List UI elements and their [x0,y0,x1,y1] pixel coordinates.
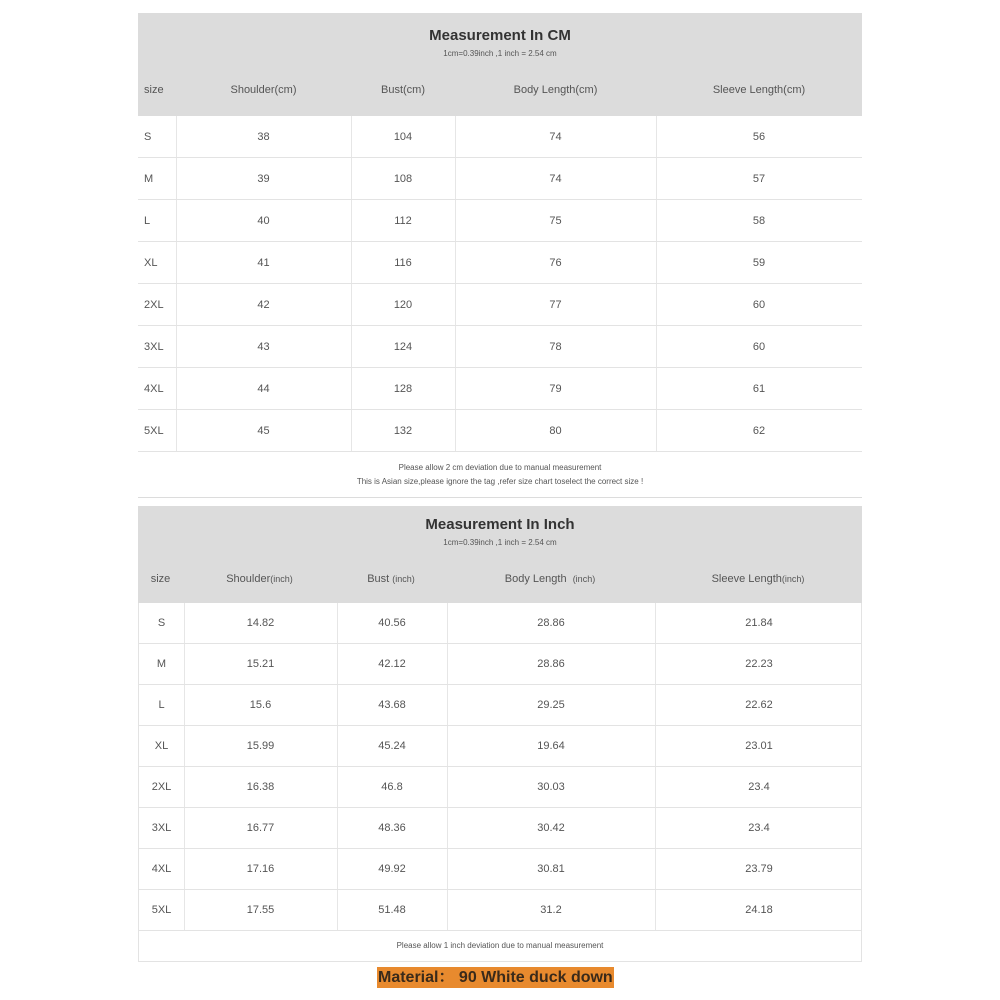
cell-size: M [156,658,167,670]
cell-sleeve-length: 22.62 [745,699,773,711]
cell-body-length: 74 [549,172,562,185]
cell-bust: 48.36 [378,822,406,834]
cell-shoulder: 17.55 [246,904,275,916]
cell-sleeve-length: 21.84 [745,617,773,629]
table-row [139,685,861,726]
cell-shoulder: 45 [257,424,270,437]
material-label: Material： 90 White duck down [378,969,613,986]
cell-body-length: 31.2 [540,904,562,916]
cell-shoulder: 15.6 [249,699,272,711]
table-row [139,644,861,685]
cell-size: L [158,699,165,711]
header-label: size [150,573,171,585]
cell-shoulder: 42 [257,298,270,311]
cell-body-length: 30.81 [537,863,565,875]
table-row [138,158,862,200]
cell-sleeve-length: 61 [752,382,766,395]
table-row [139,603,861,644]
asian-size-note: This is Asian size,please ignore the tag ,refer size chart toselect the correct size ! [356,477,644,486]
cell-bust: 112 [394,214,412,227]
cell-sleeve-length: 60 [752,340,766,353]
cell-shoulder: 16.77 [246,822,275,834]
cell-sleeve-length: 23.4 [748,781,770,793]
table-row [139,726,861,767]
cell-size: 4XL [151,863,172,875]
chart-footer-notes [138,452,862,498]
cell-sleeve-length: 56 [752,130,766,143]
cell-shoulder: 41 [257,256,270,269]
conversion-note: 1cm=0.39inch ,1 inch = 2.54 cm [443,538,557,547]
cell-bust: 132 [393,424,413,437]
cell-body-length: 76 [549,256,562,269]
cell-bust: 51.48 [378,904,406,916]
cell-bust: 40.56 [378,617,406,629]
table-row [138,242,862,284]
table-row [139,849,861,890]
cell-shoulder: 44 [257,382,270,395]
cell-body-length: 77 [549,298,562,311]
cell-body-length: 79 [549,382,562,395]
cell-shoulder: 16.38 [246,781,275,793]
cell-body-length: 80 [549,424,562,437]
cell-bust: 108 [393,172,413,185]
header-label: Bust [367,573,393,585]
header-label: Shoulder [226,573,271,585]
cell-bust: 116 [394,256,412,269]
conversion-note: 1cm=0.39inch ,1 inch = 2.54 cm [443,49,557,58]
header-unit: (inch) [781,574,805,584]
cell-size: 3XL [144,340,164,353]
cell-size: M [144,172,154,185]
header-unit: (inch) [392,574,415,584]
cell-shoulder: 43 [257,340,270,353]
cell-size: 2XL [151,781,172,793]
cell-size: 3XL [151,822,172,834]
cell-size: 2XL [144,298,164,311]
cell-body-length: 28.86 [537,658,565,670]
cell-bust: 46.8 [381,781,403,793]
table-row [139,767,861,808]
table-row [138,326,862,368]
table-row [139,808,861,849]
size-chart-cm [138,13,862,498]
cell-body-length: 19.64 [537,740,565,752]
cell-shoulder: 40 [257,214,270,227]
cell-size: 5XL [151,904,172,916]
table-row [139,890,861,931]
cell-bust: 43.68 [378,699,406,711]
header-size: size [144,84,164,96]
cell-sleeve-length: 59 [752,256,766,269]
deviation-note: Please allow 2 cm deviation due to manual measurement [398,463,602,472]
cell-body-length: 75 [549,214,562,227]
cell-body-length: 29.25 [537,699,565,711]
chart-header [138,506,862,603]
cell-sleeve-length: 23.4 [748,822,770,834]
column-headers [138,573,862,593]
header-unit: (inch) [270,574,293,584]
cell-bust: 104 [393,130,413,143]
column-headers [138,84,862,104]
cell-shoulder: 15.21 [246,658,275,670]
chart-footer-notes [138,931,862,962]
cell-body-length: 30.03 [537,781,565,793]
cell-shoulder: 14.82 [246,617,275,629]
cell-sleeve-length: 57 [752,172,766,185]
cell-sleeve-length: 62 [752,424,766,437]
cell-size: 4XL [144,382,164,395]
header-label: Sleeve Length [711,573,782,585]
chart-body [138,116,862,452]
header-shoulder: Shoulder(cm) [230,84,297,96]
header-size [138,573,183,585]
chart-header [138,13,862,116]
cell-size: XL [154,740,169,752]
cell-body-length: 28.86 [537,617,565,629]
table-row [138,410,862,452]
cell-bust: 128 [393,382,413,395]
header-body-length: Body Length(cm) [513,84,598,96]
table-row [138,368,862,410]
header-unit: (inch) [572,574,596,584]
cell-body-length: 74 [549,130,562,143]
header-bust: Bust(cm) [381,84,425,96]
cell-sleeve-length: 23.79 [745,863,773,875]
cell-shoulder: 17.16 [246,863,275,875]
cell-size: XL [144,256,158,269]
deviation-note: Please allow 1 inch deviation due to manual measurement [396,941,604,950]
header-label: Body Length [504,573,573,585]
cell-sleeve-length: 23.01 [745,740,773,752]
cell-sleeve-length: 22.23 [745,658,773,670]
header-body-length [446,573,654,585]
cell-sleeve-length: 24.18 [745,904,773,916]
table-row [138,284,862,326]
chart-title: Measurement In Inch [425,516,575,533]
header-sleeve-length [654,573,862,585]
header-shoulder [183,573,336,585]
cell-bust: 42.12 [378,658,406,670]
header-bust [336,573,446,585]
cell-size: 5XL [144,424,164,437]
cell-size: S [144,130,152,143]
cell-sleeve-length: 58 [752,214,766,227]
table-row [138,200,862,242]
cell-bust: 120 [393,298,413,311]
cell-size: S [157,617,166,629]
chart-body [138,603,862,931]
cell-shoulder: 38 [257,130,270,143]
size-chart-inch [138,506,862,962]
header-sleeve-length: Sleeve Length(cm) [712,84,806,96]
chart-title: Measurement In CM [429,27,571,44]
cell-bust: 45.24 [378,740,406,752]
cell-shoulder: 39 [257,172,270,185]
cell-bust: 49.92 [378,863,406,875]
cell-bust: 124 [393,340,413,353]
cell-shoulder: 15.99 [246,740,275,752]
cell-sleeve-length: 60 [752,298,766,311]
cell-size: L [144,214,151,227]
cell-body-length: 30.42 [537,822,565,834]
cell-body-length: 78 [549,340,562,353]
table-row [138,116,862,158]
